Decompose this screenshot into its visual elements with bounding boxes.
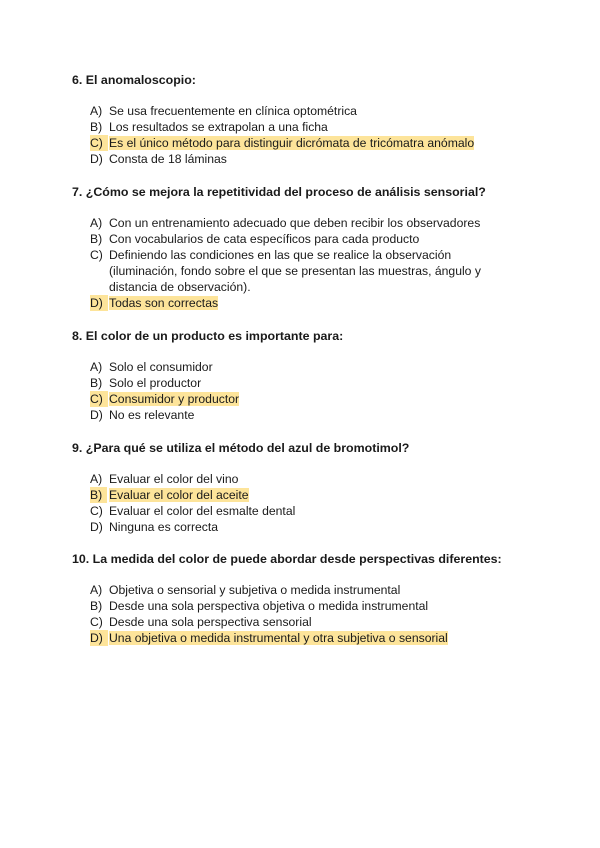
answer-option-a bbox=[72, 215, 542, 231]
option-letter: A) bbox=[90, 583, 103, 597]
answer-option-d-highlighted bbox=[72, 295, 542, 311]
answer-list bbox=[72, 215, 542, 311]
answer-option-d bbox=[72, 151, 542, 167]
answer-option-d bbox=[72, 407, 542, 423]
answer-option-b bbox=[72, 375, 542, 391]
option-text: Evaluar el color del aceite bbox=[109, 488, 249, 502]
question-6 bbox=[72, 72, 542, 167]
option-letter: B) bbox=[90, 232, 103, 246]
answer-option-a bbox=[72, 103, 542, 119]
answer-list bbox=[72, 471, 542, 535]
option-letter: A) bbox=[90, 104, 103, 118]
option-text: Una objetiva o medida instrumental y otra subjetiva o sensorial bbox=[109, 631, 448, 645]
answer-option-b bbox=[72, 119, 542, 135]
option-letter: B) bbox=[90, 487, 107, 503]
question-title: 10. La medida del color de puede abordar desde perspectivas diferentes: bbox=[72, 552, 502, 566]
question-title: 9. ¿Para qué se utiliza el método del azul de bromotimol? bbox=[72, 441, 410, 455]
question-title: 6. El anomaloscopio: bbox=[72, 73, 196, 87]
question-10 bbox=[72, 551, 542, 646]
option-letter: A) bbox=[90, 472, 103, 486]
answer-option-a bbox=[72, 359, 542, 375]
answer-option-c bbox=[72, 614, 542, 630]
option-text: Ninguna es correcta bbox=[109, 520, 219, 534]
option-text: Solo el consumidor bbox=[109, 360, 213, 374]
option-text: Se usa frecuentemente en clínica optométrica bbox=[109, 104, 357, 118]
answer-option-a bbox=[72, 471, 542, 487]
option-text: Desde una sola perspectiva sensorial bbox=[109, 615, 312, 629]
option-letter: A) bbox=[90, 360, 103, 374]
option-letter: D) bbox=[90, 152, 103, 166]
option-letter: B) bbox=[90, 376, 103, 390]
option-text: Con vocabularios de cata específicos para cada producto bbox=[109, 232, 420, 246]
answer-option-c-highlighted bbox=[72, 391, 542, 407]
answer-list bbox=[72, 582, 542, 646]
option-text: No es relevante bbox=[109, 408, 195, 422]
option-text: Evaluar el color del esmalte dental bbox=[109, 504, 296, 518]
option-text: Definiendo las condiciones en las que se realice la observación (iluminación, fondo sobre el que se presentan las muestras, ángulo y distancia de observación). bbox=[109, 248, 481, 294]
option-text: Consumidor y productor bbox=[109, 392, 240, 406]
question-title: 8. El color de un producto es importante para: bbox=[72, 329, 344, 343]
answer-option-c bbox=[72, 247, 521, 295]
answer-option-c-highlighted bbox=[72, 135, 542, 151]
answer-list bbox=[72, 103, 542, 167]
option-text: Desde una sola perspectiva objetiva o medida instrumental bbox=[109, 599, 429, 613]
option-text: Objetiva o sensorial y subjetiva o medida instrumental bbox=[109, 583, 401, 597]
option-letter: A) bbox=[90, 216, 103, 230]
answer-option-d bbox=[72, 519, 542, 535]
option-text: Solo el productor bbox=[109, 376, 202, 390]
option-text: Con un entrenamiento adecuado que deben recibir los observadores bbox=[109, 216, 481, 230]
answer-option-d-highlighted bbox=[72, 630, 542, 646]
answer-option-b bbox=[72, 598, 542, 614]
answer-list bbox=[72, 359, 542, 423]
answer-option-c bbox=[72, 503, 542, 519]
option-text: Los resultados se extrapolan a una ficha bbox=[109, 120, 328, 134]
option-text: Evaluar el color del vino bbox=[109, 472, 239, 486]
option-text: Consta de 18 láminas bbox=[109, 152, 227, 166]
option-letter: C) bbox=[90, 391, 108, 407]
answer-option-b bbox=[72, 231, 542, 247]
question-9 bbox=[72, 440, 542, 535]
option-letter: C) bbox=[90, 615, 103, 629]
option-text: Es el único método para distinguir dicrómata de tricómatra anómalo bbox=[109, 136, 475, 150]
option-letter: C) bbox=[90, 135, 108, 151]
option-letter: C) bbox=[90, 504, 103, 518]
option-letter: B) bbox=[90, 599, 103, 613]
question-title: 7. ¿Cómo se mejora la repetitividad del proceso de análisis sensorial? bbox=[72, 185, 486, 199]
option-letter: D) bbox=[90, 630, 108, 646]
option-letter: D) bbox=[90, 408, 103, 422]
answer-option-b-highlighted bbox=[72, 487, 542, 503]
question-8 bbox=[72, 328, 542, 423]
option-letter: D) bbox=[90, 295, 108, 311]
option-letter: C) bbox=[90, 248, 103, 262]
option-letter: B) bbox=[90, 120, 103, 134]
option-text: Todas son correctas bbox=[109, 296, 219, 310]
option-letter: D) bbox=[90, 520, 103, 534]
answer-option-a bbox=[72, 582, 542, 598]
question-7 bbox=[72, 184, 542, 311]
